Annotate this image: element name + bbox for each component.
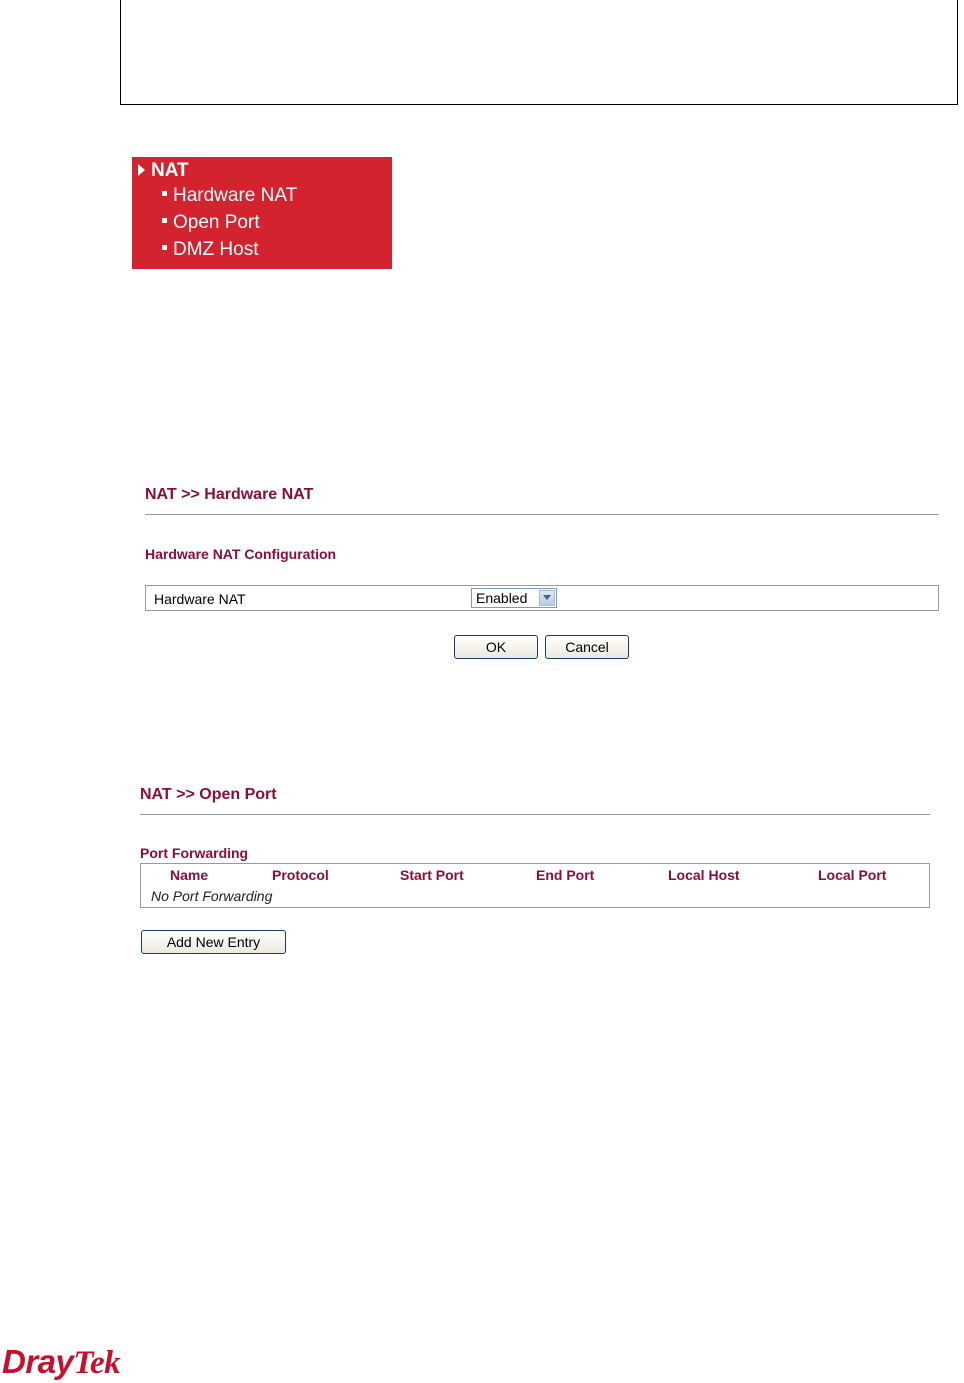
bullet-icon — [162, 218, 167, 223]
menu-nat-header[interactable] — [138, 160, 189, 182]
draytek-logo — [2, 1343, 120, 1382]
bullet-icon — [162, 245, 167, 250]
hardware-nat-table — [145, 585, 939, 611]
port-forwarding-title: Port Forwarding — [140, 845, 249, 861]
menu-item-label: Open Port — [173, 212, 260, 233]
column-header-local-host: Local Host — [668, 867, 740, 883]
divider — [145, 514, 939, 515]
cancel-button[interactable]: Cancel — [545, 635, 629, 659]
add-new-entry-button[interactable]: Add New Entry — [141, 930, 286, 954]
menu-item-dmz-host[interactable] — [162, 239, 259, 261]
logo-part-tek: Tek — [73, 1345, 121, 1381]
hardware-nat-field-label: Hardware NAT — [154, 591, 246, 607]
empty-table-message: No Port Forwarding — [151, 888, 273, 904]
hardware-nat-select[interactable] — [471, 588, 557, 608]
column-header-start-port: Start Port — [400, 867, 464, 883]
hardware-nat-breadcrumb: NAT >> Hardware NAT — [145, 486, 314, 503]
menu-item-label: Hardware NAT — [173, 185, 298, 206]
menu-item-open-port[interactable] — [162, 212, 260, 234]
menu-item-label: DMZ Host — [173, 239, 259, 260]
hardware-nat-select-value: Enabled — [476, 590, 528, 606]
note-box — [120, 0, 958, 105]
column-header-protocol: Protocol — [272, 867, 329, 883]
menu-item-hardware-nat[interactable] — [162, 185, 297, 207]
nat-menu — [132, 157, 392, 269]
port-forwarding-table — [140, 863, 930, 908]
column-header-end-port: End Port — [536, 867, 595, 883]
ok-button[interactable]: OK — [454, 635, 538, 659]
bullet-icon — [162, 191, 167, 196]
column-header-local-port: Local Port — [818, 867, 887, 883]
menu-nat-label: NAT — [151, 160, 189, 181]
divider — [140, 814, 930, 815]
column-header-name: Name — [170, 867, 209, 883]
chevron-down-icon[interactable] — [539, 590, 555, 606]
logo-part-dray: Dray — [2, 1343, 74, 1380]
hardware-nat-config-title: Hardware NAT Configuration — [145, 546, 337, 562]
triangle-right-icon — [138, 164, 145, 176]
open-port-breadcrumb: NAT >> Open Port — [140, 786, 277, 803]
